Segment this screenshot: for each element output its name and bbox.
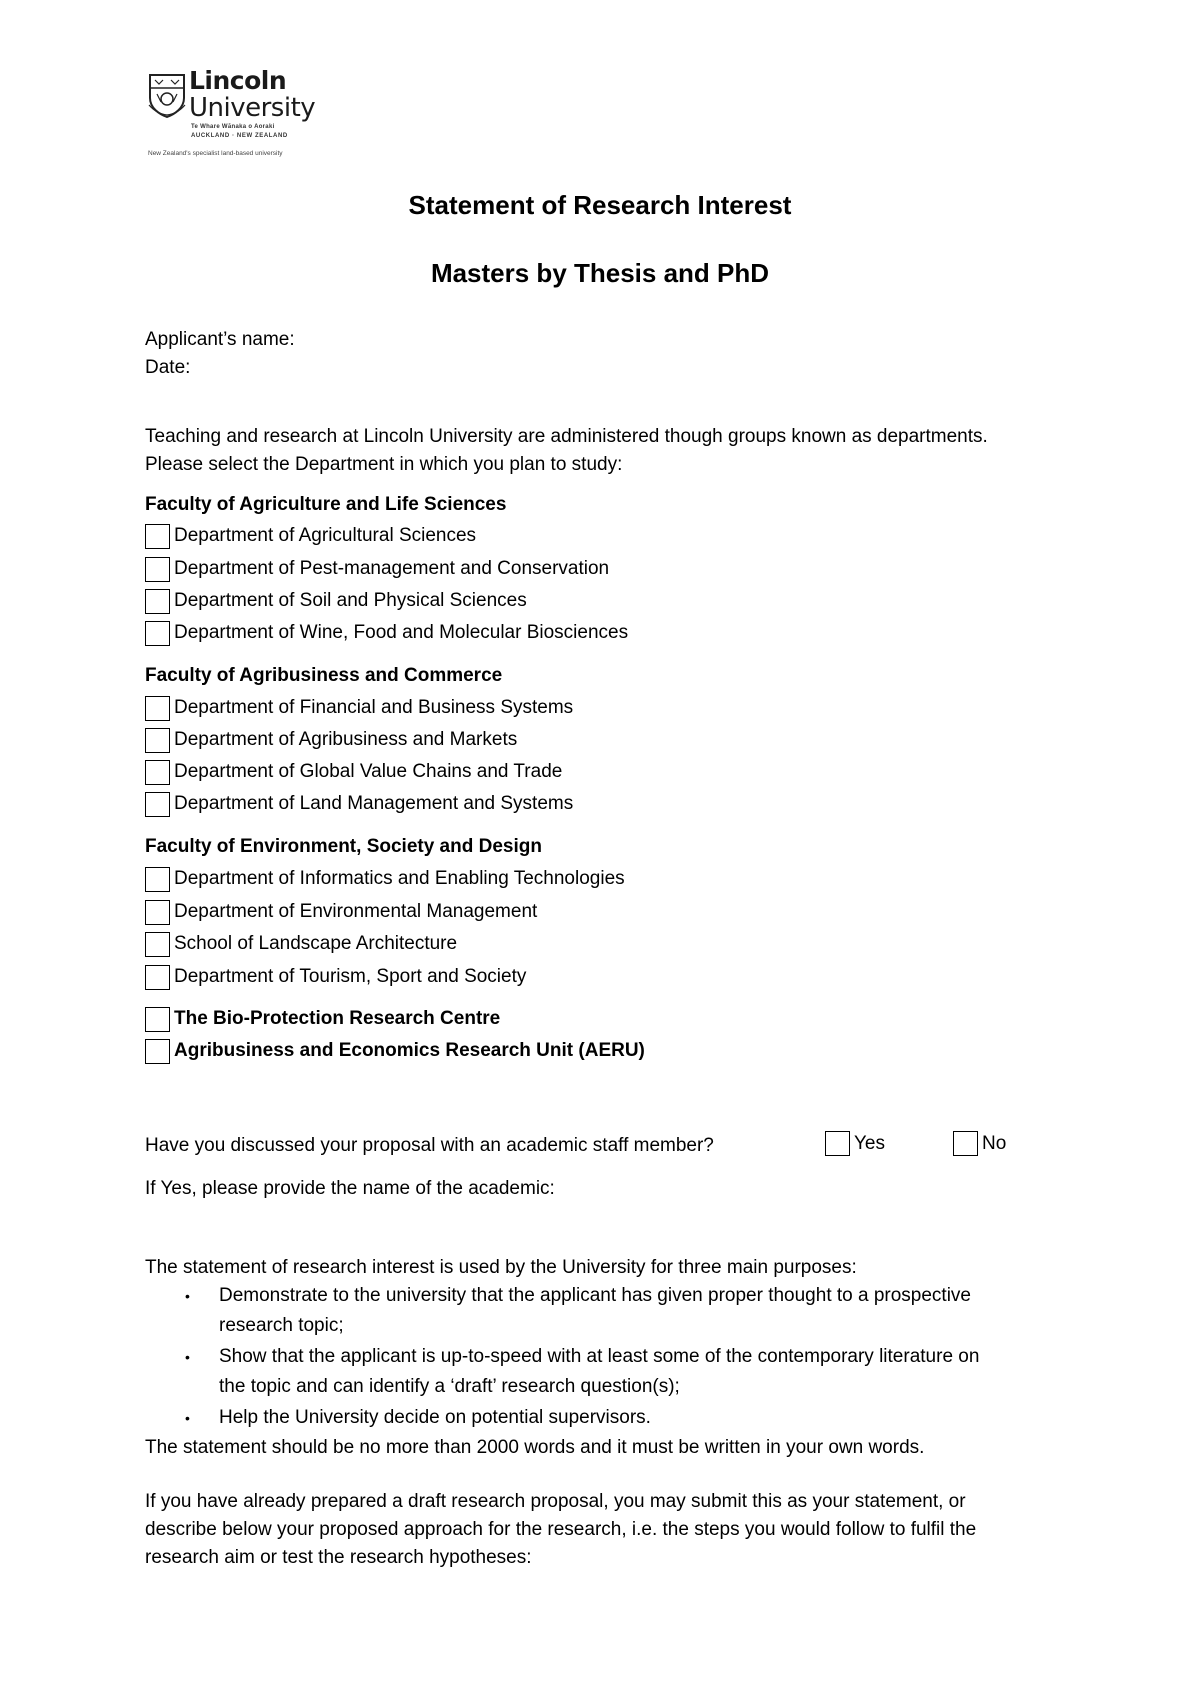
department-option[interactable] xyxy=(145,757,562,787)
faculty-heading: Faculty of Environment, Society and Design xyxy=(145,836,542,857)
bullet-text: Help the University decide on potential supervisors. xyxy=(219,1407,651,1428)
intro-line-2: Please select the Department in which you plan to study: xyxy=(145,454,623,475)
date-label: Date: xyxy=(145,357,191,378)
department-label: Department of Land Management and Systems xyxy=(174,793,574,814)
academic-name-label: If Yes, please provide the name of the academic: xyxy=(145,1178,555,1199)
bullet-text: research topic; xyxy=(219,1315,344,1336)
checkbox[interactable] xyxy=(145,524,170,549)
university-logo xyxy=(145,68,345,163)
yes-checkbox[interactable] xyxy=(825,1131,850,1156)
bullet-text: Demonstrate to the university that the applicant has given proper thought to a prospective xyxy=(219,1285,972,1306)
department-label: Department of Informatics and Enabling Technologies xyxy=(174,868,625,889)
discussion-question: Have you discussed your proposal with an academic staff member? xyxy=(145,1135,714,1156)
checkbox[interactable] xyxy=(145,1007,170,1032)
department-label: Department of Wine, Food and Molecular Biosciences xyxy=(174,622,629,643)
purposes-intro: The statement of research interest is used by the University for three main purposes: xyxy=(145,1257,857,1278)
department-label: Department of Agricultural Sciences xyxy=(174,525,477,546)
department-label: Department of Global Value Chains and Trade xyxy=(174,761,563,782)
word-limit-note: The statement should be no more than 2000 words and it must be written in your own words. xyxy=(145,1437,925,1458)
faculty-heading: Faculty of Agribusiness and Commerce xyxy=(145,665,503,686)
department-label: Department of Agribusiness and Markets xyxy=(174,729,518,750)
logo-tagline: New Zealand's specialist land-based university xyxy=(148,150,283,157)
proposal-line-1: If you have already prepared a draft research proposal, you may submit this as your statement, or xyxy=(145,1491,966,1512)
department-option[interactable] xyxy=(145,864,625,894)
checkbox[interactable] xyxy=(145,696,170,721)
yes-label: Yes xyxy=(854,1132,885,1154)
no-checkbox[interactable] xyxy=(953,1131,978,1156)
bullet-point: • xyxy=(185,1410,190,1426)
department-option[interactable] xyxy=(145,962,526,992)
checkbox[interactable] xyxy=(145,728,170,753)
department-option[interactable] xyxy=(145,554,609,584)
department-label: Department of Financial and Business Systems xyxy=(174,697,574,718)
checkbox[interactable] xyxy=(145,589,170,614)
checkbox[interactable] xyxy=(145,1039,170,1064)
crest-icon xyxy=(147,72,187,118)
checkbox[interactable] xyxy=(145,760,170,785)
checkbox[interactable] xyxy=(145,932,170,957)
bullet-text: Show that the applicant is up-to-speed with at least some of the contemporary literature on xyxy=(219,1346,980,1367)
logo-name-line1: Lincoln xyxy=(189,66,287,95)
department-option[interactable] xyxy=(145,693,573,723)
proposal-line-2: describe below your proposed approach for the research, i.e. the steps you would follow to fulfil the xyxy=(145,1519,977,1540)
yes-option[interactable] xyxy=(825,1131,885,1156)
logo-location: AUCKLAND · NEW ZEALAND xyxy=(191,133,288,139)
checkbox[interactable] xyxy=(145,867,170,892)
centre-option[interactable] xyxy=(145,1036,645,1066)
checkbox[interactable] xyxy=(145,792,170,817)
department-label: Department of Pest-management and Conservation xyxy=(174,558,610,579)
logo-maori-name: Te Whare Wānaka o Aoraki xyxy=(191,124,275,130)
department-label: Department of Tourism, Sport and Society xyxy=(174,966,527,987)
department-label: School of Landscape Architecture xyxy=(174,933,458,954)
page-subtitle: Masters by Thesis and PhD xyxy=(430,258,770,288)
bullet-point: • xyxy=(185,1349,190,1365)
centre-label: Agribusiness and Economics Research Unit (AERU) xyxy=(174,1040,645,1061)
department-label: Department of Soil and Physical Sciences xyxy=(174,590,527,611)
no-option[interactable] xyxy=(953,1131,1006,1156)
checkbox[interactable] xyxy=(145,557,170,582)
proposal-line-3: research aim or test the research hypotheses: xyxy=(145,1547,532,1568)
checkbox[interactable] xyxy=(145,621,170,646)
department-option[interactable] xyxy=(145,521,476,551)
department-option[interactable] xyxy=(145,789,573,819)
department-option[interactable] xyxy=(145,618,628,648)
intro-line-1: Teaching and research at Lincoln University are administered though groups known as departments. xyxy=(145,426,988,447)
checkbox[interactable] xyxy=(145,965,170,990)
centre-option[interactable] xyxy=(145,1004,500,1034)
logo-name-line2: University xyxy=(189,93,316,123)
department-option[interactable] xyxy=(145,929,457,959)
checkbox[interactable] xyxy=(145,900,170,925)
department-option[interactable] xyxy=(145,586,527,616)
no-label: No xyxy=(982,1132,1007,1154)
centre-label: The Bio-Protection Research Centre xyxy=(174,1008,501,1029)
bullet-point: • xyxy=(185,1288,190,1304)
applicant-name-label: Applicant’s name: xyxy=(145,329,295,350)
faculty-heading: Faculty of Agriculture and Life Sciences xyxy=(145,494,507,515)
page-title: Statement of Research Interest xyxy=(408,190,792,220)
department-option[interactable] xyxy=(145,897,537,927)
bullet-text: the topic and can identify a ‘draft’ research question(s); xyxy=(219,1376,680,1397)
department-option[interactable] xyxy=(145,725,517,755)
department-label: Department of Environmental Management xyxy=(174,901,538,922)
